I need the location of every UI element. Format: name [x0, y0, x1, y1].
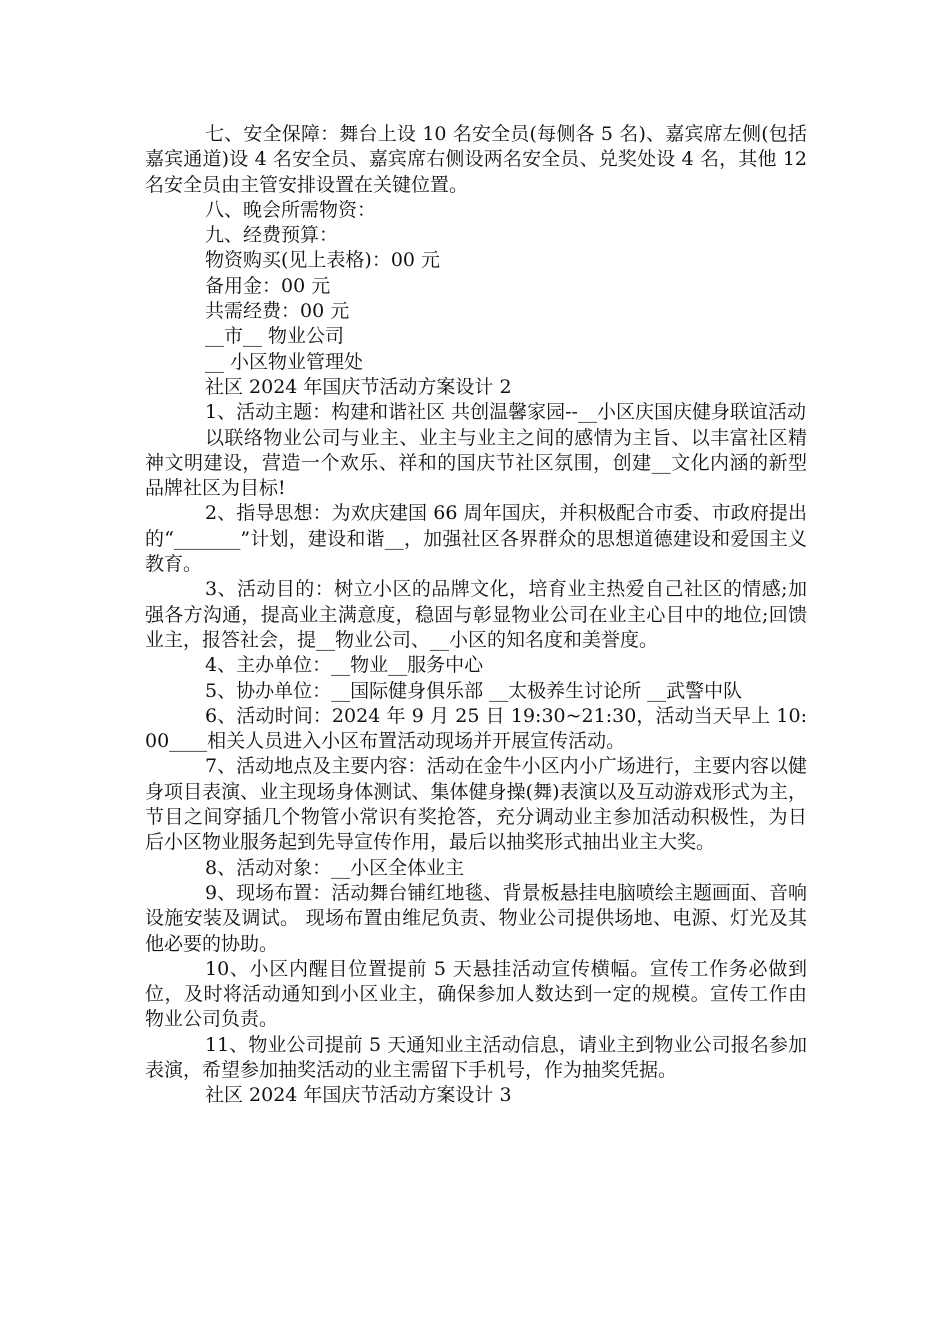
paragraph-signature-company: __市__ 物业公司 [205, 325, 345, 348]
paragraph-audience: 8、活动对象：__小区全体业主 [205, 856, 465, 879]
paragraph-site-setup: 9、现场布置：活动舞台铺红地毯、背景板悬挂电脑喷绘主题画面、音响设施安装及调试。 现场布置由维尼负责、物业公司提供场地、电源、灯光及其他必要的协助。 [145, 881, 807, 955]
paragraph-location-content: 7、活动地点及主要内容：活动在金牛小区内小广场进行，主要内容以健身项目表演、业主现场身体测试、集体健身操(舞)表演以及互动游戏形式为主，节目之间穿插几个物管小常识有奖抢答，充分调动业主参加活动积极性，为日后小区物业服务起到先导宣传作用，最后以抽奖形式抽出业主大奖。 [145, 755, 807, 854]
document-body [145, 122, 807, 1109]
section-title-plan-2: 社区 2024 年国庆节活动方案设计 2 [205, 375, 512, 398]
paragraph-organizer: 4、主办单位：__物业__服务中心 [205, 654, 484, 677]
paragraph-notification: 11、物业公司提前 5 天通知业主活动信息，请业主到物业公司报名参加表演，希望参加抽奖活动的业主需留下手机号，作为抽奖凭据。 [145, 1033, 807, 1081]
paragraph-budget-total: 共需经费：00 元 [205, 300, 350, 323]
paragraph-guiding-ideology: 2、指导思想：为欢庆建国 66 周年国庆，并积极配合市委、市政府提出的“_______”计划，建设和谐__，加强社区各界群众的思想道德建设和爱国主义教育。 [145, 502, 807, 576]
section-title-plan-3: 社区 2024 年国庆节活动方案设计 3 [205, 1084, 512, 1107]
paragraph-co-organizer: 5、协办单位：__国际健身俱乐部 __太极养生讨论所 __武警中队 [205, 679, 743, 702]
paragraph-time: 6、活动时间：2024 年 9 月 25 日 19:30~21:30，活动当天早上 10:00____相关人员进入小区布置活动现场并开展宣传活动。 [145, 704, 807, 753]
paragraph-materials-heading: 八、晚会所需物资： [205, 198, 377, 221]
paragraph-theme: 1、活动主题：构建和谐社区 共创温馨家园--__小区庆国庆健身联谊活动 [205, 401, 806, 424]
paragraph-purpose-statement: 以联络物业公司与业主、业主与业主之间的感情为主旨、以丰富社区精神文明建设，营造一个欢乐、祥和的国庆节社区氛围，创建__文化内涵的新型品牌社区为目标! [145, 426, 807, 500]
paragraph-objective: 3、活动目的：树立小区的品牌文化，培育业主热爱自己社区的情感;加强各方沟通，提高业主满意度，稳固与彰显物业公司在业主心目中的地位;回馈业主，报答社会，提__物业公司、__小区的知名度和美誉度。 [145, 578, 807, 651]
paragraph-security: 七、安全保障：舞台上设 10 名安全员(每侧各 5 名)、嘉宾席左侧(包括嘉宾通道)设 4 名安全员、嘉宾席右侧设两名安全员、兑奖处设 4 名，其他 12 名安全员由主管安排设置在关键位置。 [145, 123, 807, 196]
paragraph-signature-office: __ 小区物业管理处 [205, 350, 364, 373]
paragraph-budget-heading: 九、经费预算： [205, 224, 339, 247]
paragraph-publicity: 10、小区内醒目位置提前 5 天悬挂活动宣传横幅。宣传工作务必做到位，及时将活动通知到小区业主，确保参加人数达到一定的规模。宣传工作由物业公司负责。 [145, 957, 807, 1031]
paragraph-budget-purchase: 物资购买(见上表格)：00 元 [205, 249, 441, 272]
paragraph-budget-reserve: 备用金：00 元 [205, 274, 331, 297]
